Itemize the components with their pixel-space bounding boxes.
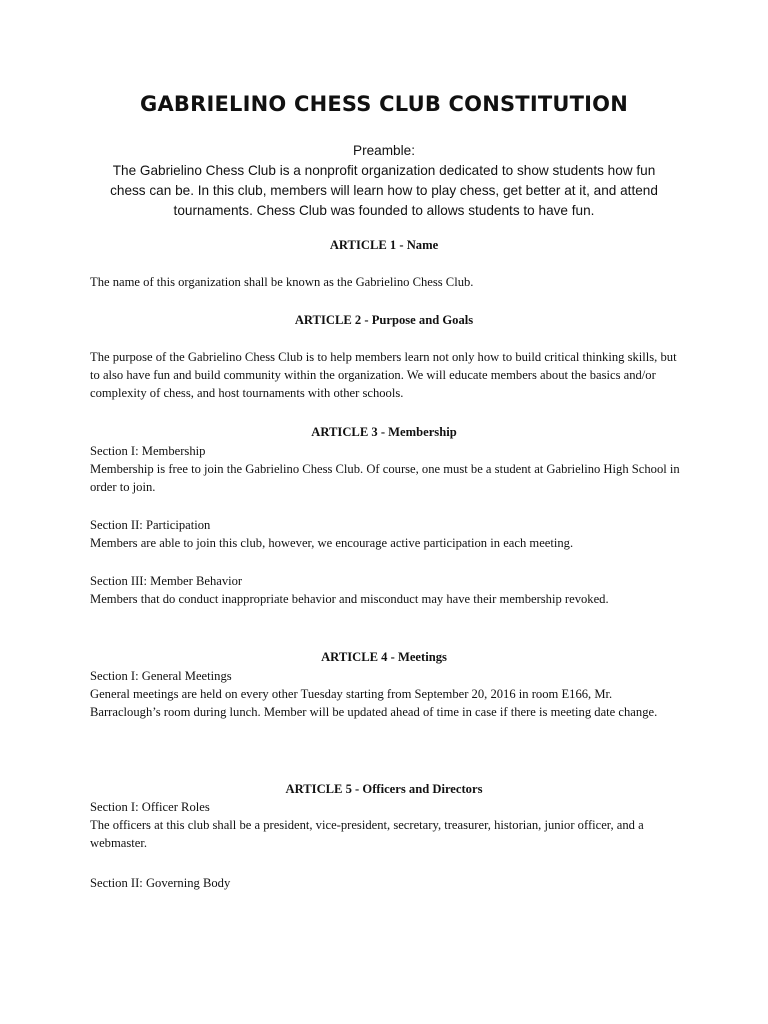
preamble bbox=[95, 141, 673, 221]
article-2-body: The purpose of the Gabrielino Chess Club is to help members learn not only how to build critical thinking skills, but to also have fun and build community within the organization. We will educate members about the basics and/or complexity of chess, and host tournaments with other schools. bbox=[90, 350, 677, 400]
article-5-heading: ARTICLE 5 - Officers and Directors bbox=[285, 782, 483, 796]
article-1-body: The name of this organization shall be known as the Gabrielino Chess Club. bbox=[90, 275, 474, 289]
section-title: Section I: General Meetings bbox=[90, 669, 232, 683]
article-3-section-2 bbox=[90, 516, 682, 552]
section-body: Members that do conduct inappropriate behavior and misconduct may have their membership revoked. bbox=[90, 592, 609, 606]
document-title: GABRIELINO CHESS CLUB CONSTITUTION bbox=[140, 92, 628, 116]
article-3-section-3 bbox=[90, 572, 682, 608]
section-title: Section III: Member Behavior bbox=[90, 574, 243, 588]
article-3-section-1 bbox=[90, 442, 682, 496]
section-title: Section II: Governing Body bbox=[90, 876, 231, 890]
preamble-text: The Gabrielino Chess Club is a nonprofit organization dedicated to show students how fun chess can be. In this club, members will learn how to play chess, get better at it, and attend tournaments. Chess Club was founded to allows students to have fun. bbox=[110, 163, 658, 218]
section-body: Membership is free to join the Gabrielino Chess Club. Of course, one must be a student at Gabrielino High School in order to join. bbox=[90, 462, 680, 494]
article-3-heading: ARTICLE 3 - Membership bbox=[311, 425, 457, 439]
section-title: Section II: Participation bbox=[90, 518, 211, 532]
section-title: Section I: Membership bbox=[90, 444, 206, 458]
section-body: The officers at this club shall be a president, vice-president, secretary, treasurer, historian, junior officer, and a webmaster. bbox=[90, 818, 644, 850]
article-1-heading: ARTICLE 1 - Name bbox=[329, 238, 439, 252]
preamble-label: Preamble: bbox=[353, 143, 415, 158]
section-title: Section I: Officer Roles bbox=[90, 800, 210, 814]
section-body: General meetings are held on every other Tuesday starting from September 20, 2016 in room E166, Mr. Barraclough’s room during lunch. Member will be updated ahead of time in case if there is meeting date change. bbox=[90, 687, 658, 719]
article-5-section-2 bbox=[90, 874, 682, 892]
section-body: Members are able to join this club, however, we encourage active participation in each meeting. bbox=[90, 536, 574, 550]
article-4-heading: ARTICLE 4 - Meetings bbox=[321, 650, 447, 664]
article-4-section-1 bbox=[90, 667, 682, 721]
article-2-heading: ARTICLE 2 - Purpose and Goals bbox=[294, 313, 474, 327]
article-5-section-1 bbox=[90, 798, 682, 852]
